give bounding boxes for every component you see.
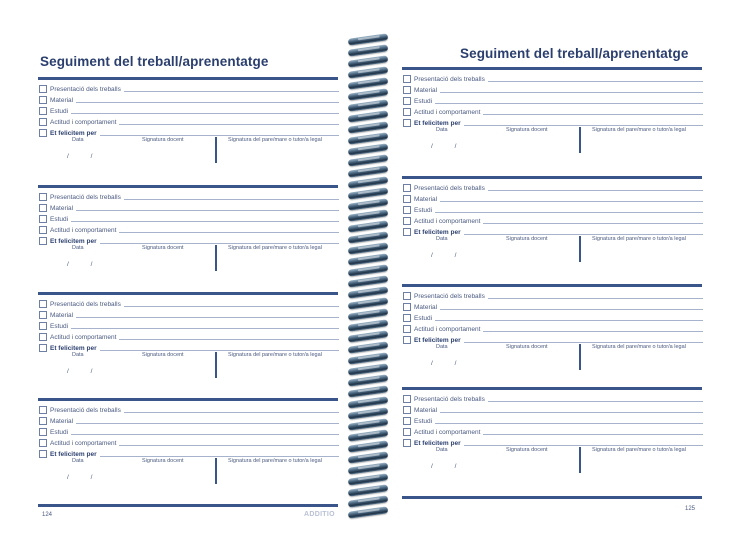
teacher-signature-label: Signatura docent bbox=[506, 447, 548, 453]
teacher-signature-label: Signatura docent bbox=[142, 458, 184, 464]
checkbox[interactable] bbox=[39, 193, 47, 201]
section-bar bbox=[38, 185, 338, 188]
checklist-label: Estudi bbox=[50, 323, 69, 330]
section-bar bbox=[402, 387, 702, 390]
teacher-signature-label: Signatura docent bbox=[142, 137, 184, 143]
write-line[interactable] bbox=[435, 103, 703, 104]
checklist-label: Estudi bbox=[414, 98, 433, 105]
checklist-row bbox=[39, 117, 339, 127]
write-line[interactable] bbox=[76, 210, 339, 211]
checkbox[interactable] bbox=[403, 206, 411, 214]
signature-divider bbox=[579, 127, 581, 153]
checklist-row bbox=[403, 183, 703, 193]
signature-divider bbox=[579, 447, 581, 473]
write-line[interactable] bbox=[440, 309, 703, 310]
section-bar bbox=[38, 77, 338, 80]
checklist-row bbox=[403, 427, 703, 437]
checklist-label: Estudi bbox=[50, 108, 69, 115]
checklist-row bbox=[403, 107, 703, 117]
checklist-label: Presentació dels treballs bbox=[50, 194, 121, 201]
write-line[interactable] bbox=[119, 124, 339, 125]
checklist-row bbox=[403, 291, 703, 301]
date-label: Data bbox=[436, 236, 448, 242]
write-line[interactable] bbox=[440, 92, 703, 93]
checkbox[interactable] bbox=[39, 428, 47, 436]
checklist-row bbox=[39, 192, 339, 202]
write-line[interactable] bbox=[76, 317, 339, 318]
checklist-row bbox=[39, 416, 339, 426]
date-field[interactable]: / / bbox=[67, 153, 103, 160]
write-line[interactable] bbox=[464, 342, 703, 343]
checkbox[interactable] bbox=[39, 204, 47, 212]
date-field[interactable]: / / bbox=[431, 463, 467, 470]
write-line[interactable] bbox=[488, 401, 703, 402]
checkbox[interactable] bbox=[39, 333, 47, 341]
signature-divider bbox=[579, 344, 581, 370]
checkbox[interactable] bbox=[403, 217, 411, 225]
write-line[interactable] bbox=[464, 125, 703, 126]
checklist-row bbox=[403, 96, 703, 106]
teacher-signature-label: Signatura docent bbox=[506, 236, 548, 242]
signature-divider bbox=[215, 458, 217, 484]
checklist-label: Actitud i comportament bbox=[50, 334, 117, 341]
write-line[interactable] bbox=[76, 102, 339, 103]
checklist-row bbox=[39, 438, 339, 448]
spiral-coil bbox=[348, 506, 389, 518]
write-line[interactable] bbox=[100, 350, 339, 351]
parent-signature-label: Signatura del pare/mare o tutor/a legal bbox=[592, 236, 686, 242]
write-line[interactable] bbox=[124, 199, 339, 200]
checklist-label: Material bbox=[50, 418, 74, 425]
page-number: 124 bbox=[42, 512, 53, 518]
write-line[interactable] bbox=[119, 445, 339, 446]
congrats-label: Et felicitem per bbox=[414, 337, 461, 344]
write-line[interactable] bbox=[71, 328, 339, 329]
checklist-label: Material bbox=[50, 97, 74, 104]
signature-divider bbox=[215, 352, 217, 378]
checkbox[interactable] bbox=[39, 439, 47, 447]
write-line[interactable] bbox=[483, 434, 703, 435]
write-line[interactable] bbox=[483, 223, 703, 224]
checklist-label: Presentació dels treballs bbox=[414, 185, 485, 192]
parent-signature-label: Signatura del pare/mare o tutor/a legal bbox=[228, 137, 322, 143]
write-line[interactable] bbox=[488, 81, 703, 82]
date-label: Data bbox=[72, 245, 84, 251]
checklist-row bbox=[39, 225, 339, 235]
checklist-label: Presentació dels treballs bbox=[414, 396, 485, 403]
checklist-label: Material bbox=[414, 87, 438, 94]
checkbox[interactable] bbox=[39, 311, 47, 319]
checklist-label: Material bbox=[414, 196, 438, 203]
checkbox[interactable] bbox=[39, 450, 47, 458]
section-bar bbox=[402, 176, 702, 179]
checklist-label: Estudi bbox=[50, 216, 69, 223]
date-field[interactable]: / / bbox=[431, 252, 467, 259]
write-line[interactable] bbox=[488, 190, 703, 191]
write-line[interactable] bbox=[100, 456, 339, 457]
checklist-label: Material bbox=[50, 312, 74, 319]
record-block bbox=[402, 67, 702, 159]
checkbox[interactable] bbox=[403, 119, 411, 127]
write-line[interactable] bbox=[119, 232, 339, 233]
checkbox[interactable] bbox=[403, 108, 411, 116]
teacher-signature-label: Signatura docent bbox=[506, 344, 548, 350]
write-line[interactable] bbox=[435, 320, 703, 321]
checklist-label: Material bbox=[414, 407, 438, 414]
page-title: Seguiment del treball/aprenentatge bbox=[460, 46, 689, 61]
checklist-row bbox=[403, 74, 703, 84]
checkbox[interactable] bbox=[39, 322, 47, 330]
date-label: Data bbox=[72, 352, 84, 358]
date-field[interactable]: / / bbox=[67, 261, 103, 268]
record-block bbox=[402, 387, 702, 479]
write-line[interactable] bbox=[100, 135, 339, 136]
parent-signature-label: Signatura del pare/mare o tutor/a legal bbox=[592, 344, 686, 350]
brand-logo: ADDITIO bbox=[304, 511, 335, 518]
write-line[interactable] bbox=[124, 412, 339, 413]
checklist-label: Material bbox=[50, 205, 74, 212]
record-block bbox=[402, 284, 702, 376]
write-line[interactable] bbox=[71, 113, 339, 114]
checklist-row bbox=[403, 194, 703, 204]
write-line[interactable] bbox=[440, 201, 703, 202]
checkbox[interactable] bbox=[39, 107, 47, 115]
checklist-row bbox=[39, 299, 339, 309]
congrats-label: Et felicitem per bbox=[50, 130, 97, 137]
record-block bbox=[38, 185, 338, 277]
checklist-row bbox=[403, 394, 703, 404]
page-number: 125 bbox=[685, 506, 696, 512]
write-line[interactable] bbox=[124, 91, 339, 92]
congrats-label: Et felicitem per bbox=[50, 238, 97, 245]
checklist-label: Actitud i comportament bbox=[50, 119, 117, 126]
checklist-label: Estudi bbox=[50, 429, 69, 436]
date-field[interactable]: / / bbox=[431, 143, 467, 150]
checklist-row bbox=[403, 205, 703, 215]
signature-divider bbox=[579, 236, 581, 262]
congrats-label: Et felicitem per bbox=[50, 451, 97, 458]
checkbox[interactable] bbox=[39, 85, 47, 93]
checkbox[interactable] bbox=[403, 184, 411, 192]
spiral-binding bbox=[340, 36, 400, 536]
checkbox[interactable] bbox=[39, 96, 47, 104]
record-block bbox=[38, 77, 338, 169]
write-line[interactable] bbox=[71, 434, 339, 435]
checkbox[interactable] bbox=[39, 406, 47, 414]
section-bar bbox=[38, 292, 338, 295]
right-page bbox=[392, 26, 714, 522]
checkbox[interactable] bbox=[403, 325, 411, 333]
write-line[interactable] bbox=[435, 212, 703, 213]
checkbox[interactable] bbox=[39, 118, 47, 126]
write-line[interactable] bbox=[76, 423, 339, 424]
checkbox[interactable] bbox=[403, 75, 411, 83]
checkbox[interactable] bbox=[39, 129, 47, 137]
write-line[interactable] bbox=[435, 423, 703, 424]
section-bar bbox=[402, 284, 702, 287]
parent-signature-label: Signatura del pare/mare o tutor/a legal bbox=[592, 447, 686, 453]
checklist-row bbox=[403, 416, 703, 426]
date-label: Data bbox=[436, 127, 448, 133]
write-line[interactable] bbox=[71, 221, 339, 222]
checklist-label: Actitud i comportament bbox=[414, 326, 481, 333]
parent-signature-label: Signatura del pare/mare o tutor/a legal bbox=[228, 458, 322, 464]
checklist-row bbox=[403, 313, 703, 323]
checklist-row bbox=[39, 95, 339, 105]
teacher-signature-label: Signatura docent bbox=[506, 127, 548, 133]
write-line[interactable] bbox=[483, 114, 703, 115]
record-block bbox=[402, 176, 702, 268]
record-block bbox=[38, 398, 338, 490]
checkbox[interactable] bbox=[403, 314, 411, 322]
checklist-row bbox=[39, 106, 339, 116]
checkbox[interactable] bbox=[39, 344, 47, 352]
checkbox[interactable] bbox=[39, 300, 47, 308]
checklist-label: Presentació dels treballs bbox=[414, 293, 485, 300]
checklist-row bbox=[403, 302, 703, 312]
checklist-row bbox=[39, 310, 339, 320]
checklist-label: Estudi bbox=[414, 315, 433, 322]
checklist-row bbox=[403, 405, 703, 415]
date-field[interactable]: / / bbox=[431, 360, 467, 367]
date-label: Data bbox=[436, 344, 448, 350]
date-field[interactable]: / / bbox=[67, 474, 103, 481]
write-line[interactable] bbox=[119, 339, 339, 340]
checklist-label: Material bbox=[414, 304, 438, 311]
checkbox[interactable] bbox=[39, 237, 47, 245]
checklist-label: Estudi bbox=[414, 207, 433, 214]
footer-bar bbox=[402, 496, 702, 499]
record-block bbox=[38, 292, 338, 384]
parent-signature-label: Signatura del pare/mare o tutor/a legal bbox=[228, 352, 322, 358]
checkbox[interactable] bbox=[403, 292, 411, 300]
checklist-label: Actitud i comportament bbox=[414, 109, 481, 116]
checkbox[interactable] bbox=[39, 215, 47, 223]
date-label: Data bbox=[72, 458, 84, 464]
teacher-signature-label: Signatura docent bbox=[142, 245, 184, 251]
checklist-row bbox=[39, 427, 339, 437]
checklist-label: Presentació dels treballs bbox=[50, 407, 121, 414]
checklist-label: Presentació dels treballs bbox=[50, 86, 121, 93]
checklist-row bbox=[39, 203, 339, 213]
congrats-label: Et felicitem per bbox=[50, 345, 97, 352]
date-field[interactable]: / / bbox=[67, 368, 103, 375]
parent-signature-label: Signatura del pare/mare o tutor/a legal bbox=[228, 245, 322, 251]
parent-signature-label: Signatura del pare/mare o tutor/a legal bbox=[592, 127, 686, 133]
checklist-label: Actitud i comportament bbox=[50, 227, 117, 234]
write-line[interactable] bbox=[464, 445, 703, 446]
checklist-row bbox=[39, 214, 339, 224]
write-line[interactable] bbox=[124, 306, 339, 307]
section-bar bbox=[402, 67, 702, 70]
congrats-label: Et felicitem per bbox=[414, 120, 461, 127]
congrats-label: Et felicitem per bbox=[414, 440, 461, 447]
teacher-signature-label: Signatura docent bbox=[142, 352, 184, 358]
write-line[interactable] bbox=[483, 331, 703, 332]
page-title: Seguiment del treball/aprenentatge bbox=[40, 54, 269, 69]
checkbox[interactable] bbox=[403, 97, 411, 105]
checklist-row bbox=[39, 84, 339, 94]
checkbox[interactable] bbox=[403, 86, 411, 94]
checkbox[interactable] bbox=[403, 428, 411, 436]
write-line[interactable] bbox=[464, 234, 703, 235]
section-bar bbox=[38, 398, 338, 401]
checkbox[interactable] bbox=[403, 195, 411, 203]
checklist-label: Presentació dels treballs bbox=[414, 76, 485, 83]
checklist-label: Presentació dels treballs bbox=[50, 301, 121, 308]
checklist-label: Estudi bbox=[414, 418, 433, 425]
checkbox[interactable] bbox=[39, 226, 47, 234]
checklist-row bbox=[39, 405, 339, 415]
signature-divider bbox=[215, 137, 217, 163]
checkbox[interactable] bbox=[403, 228, 411, 236]
checklist-row bbox=[403, 324, 703, 334]
signature-divider bbox=[215, 245, 217, 271]
checkbox[interactable] bbox=[403, 336, 411, 344]
checklist-row bbox=[39, 321, 339, 331]
footer-bar bbox=[38, 504, 338, 507]
left-page bbox=[28, 34, 346, 530]
checkbox[interactable] bbox=[403, 417, 411, 425]
checkbox[interactable] bbox=[403, 395, 411, 403]
checkbox[interactable] bbox=[403, 439, 411, 447]
date-label: Data bbox=[72, 137, 84, 143]
checkbox[interactable] bbox=[403, 406, 411, 414]
checkbox[interactable] bbox=[403, 303, 411, 311]
checklist-label: Actitud i comportament bbox=[414, 429, 481, 436]
write-line[interactable] bbox=[488, 298, 703, 299]
checklist-label: Actitud i comportament bbox=[414, 218, 481, 225]
checkbox[interactable] bbox=[39, 417, 47, 425]
checklist-row bbox=[403, 216, 703, 226]
write-line[interactable] bbox=[440, 412, 703, 413]
checklist-row bbox=[403, 85, 703, 95]
checklist-row bbox=[39, 332, 339, 342]
write-line[interactable] bbox=[100, 243, 339, 244]
date-label: Data bbox=[436, 447, 448, 453]
congrats-label: Et felicitem per bbox=[414, 229, 461, 236]
checklist-label: Actitud i comportament bbox=[50, 440, 117, 447]
